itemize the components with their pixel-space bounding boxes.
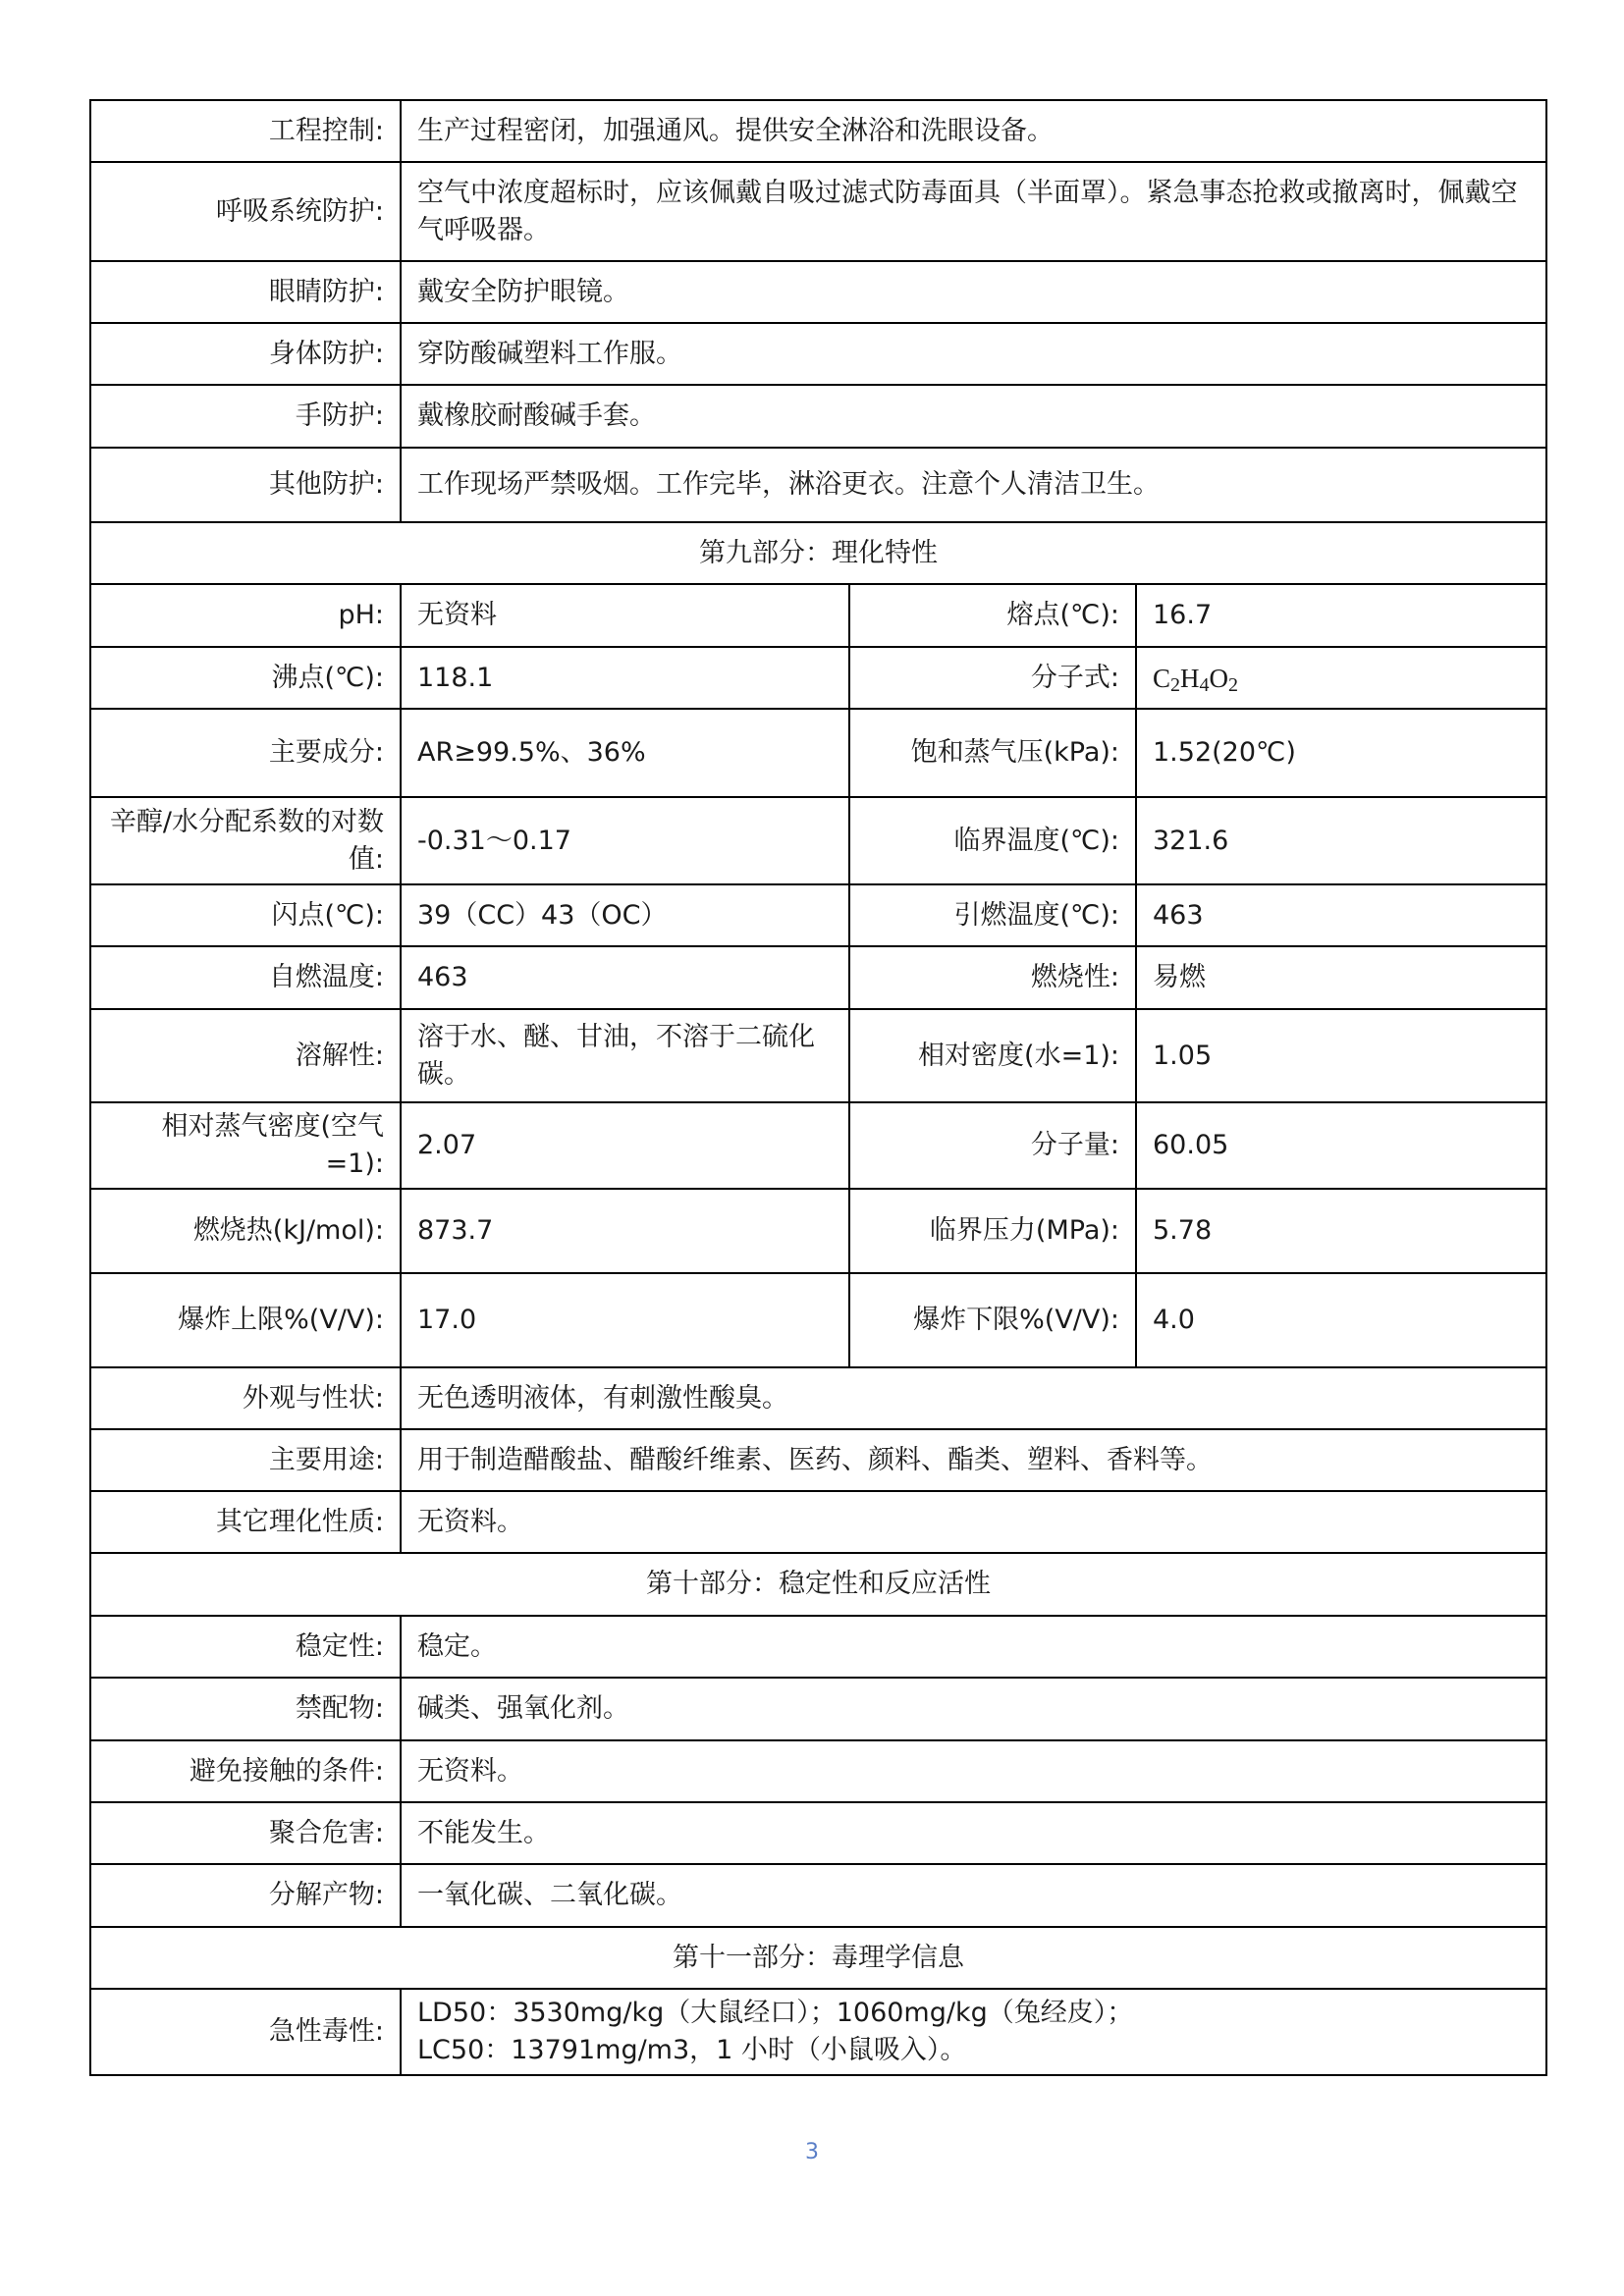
field-value: 39（CC）43（OC） [401, 884, 849, 946]
acute-toxicity-value [401, 1989, 1546, 2075]
formula-o-count: 2 [1228, 673, 1239, 696]
field-label: 眼睛防护: [90, 261, 401, 323]
field-label: 闪点(℃): [90, 884, 401, 946]
field-value: 戴橡胶耐酸碱手套。 [401, 385, 1546, 448]
acute-toxicity-lc50: LC50：13791mg/m3，1 小时（小鼠吸入）。 [417, 2035, 967, 2065]
formula-c: C [1153, 663, 1171, 693]
field-value: 无色透明液体，有刺激性酸臭。 [401, 1367, 1546, 1429]
table-row [90, 797, 1546, 884]
section-10-title: 第十部分：稳定性和反应活性 [90, 1553, 1546, 1616]
field-label: 辛醇/水分配系数的对数值: [90, 797, 401, 884]
field-label: 禁配物: [90, 1678, 401, 1740]
table-row [90, 1989, 1546, 2075]
field-label: 聚合危害: [90, 1802, 401, 1864]
table-row [90, 1864, 1546, 1927]
section-heading-row [90, 1927, 1546, 1989]
table-row [90, 100, 1546, 162]
acute-toxicity-ld50: LD50：3530mg/kg（大鼠经口）；1060mg/kg（兔经皮）； [417, 1998, 1134, 2028]
field-value: -0.31～0.17 [401, 797, 849, 884]
field-label: 稳定性: [90, 1616, 401, 1678]
field-label: 饱和蒸气压(kPa): [849, 709, 1136, 797]
field-value: 321.6 [1136, 797, 1546, 884]
field-value: 用于制造醋酸盐、醋酸纤维素、医药、颜料、酯类、塑料、香料等。 [401, 1429, 1546, 1491]
field-value: 无资料 [401, 584, 849, 647]
field-label: 分子式: [849, 647, 1136, 709]
table-row [90, 946, 1546, 1009]
table-row [90, 323, 1546, 385]
table-row [90, 1102, 1546, 1189]
section-11-title: 第十一部分：毒理学信息 [90, 1927, 1546, 1989]
field-value: 易燃 [1136, 946, 1546, 1009]
field-label: 爆炸上限%(V/V): [90, 1273, 401, 1367]
field-label: 熔点(℃): [849, 584, 1136, 647]
molecular-formula [1136, 647, 1546, 709]
table-row [90, 1009, 1546, 1102]
field-value: 60.05 [1136, 1102, 1546, 1189]
field-label: 其它理化性质: [90, 1491, 401, 1553]
field-value: 不能发生。 [401, 1802, 1546, 1864]
table-row [90, 1616, 1546, 1678]
field-value: 空气中浓度超标时，应该佩戴自吸过滤式防毒面具（半面罩）。紧急事态抢救或撤离时，佩戴空气呼吸器。 [401, 162, 1546, 261]
field-label: 主要用途: [90, 1429, 401, 1491]
field-label: 自燃温度: [90, 946, 401, 1009]
section-heading-row [90, 522, 1546, 584]
field-label: 沸点(℃): [90, 647, 401, 709]
field-value: 2.07 [401, 1102, 849, 1189]
field-value: 463 [1136, 884, 1546, 946]
formula-o: O [1209, 663, 1229, 693]
formula-h-count: 4 [1199, 673, 1210, 696]
page-number: 3 [805, 2140, 819, 2164]
field-value: 穿防酸碱塑料工作服。 [401, 323, 1546, 385]
field-value: 无资料。 [401, 1740, 1546, 1802]
field-label: 外观与性状: [90, 1367, 401, 1429]
field-value: 溶于水、醚、甘油，不溶于二硫化碳。 [401, 1009, 849, 1102]
table-row [90, 709, 1546, 797]
field-label: 工程控制: [90, 100, 401, 162]
field-label: 分解产物: [90, 1864, 401, 1927]
field-label: 爆炸下限%(V/V): [849, 1273, 1136, 1367]
field-label: pH: [90, 584, 401, 647]
table-row [90, 448, 1546, 522]
field-label: 溶解性: [90, 1009, 401, 1102]
field-label: 临界压力(MPa): [849, 1189, 1136, 1273]
field-label: 燃烧性: [849, 946, 1136, 1009]
field-value: 118.1 [401, 647, 849, 709]
table-row [90, 1802, 1546, 1864]
field-value: 稳定。 [401, 1616, 1546, 1678]
field-value: 戴安全防护眼镜。 [401, 261, 1546, 323]
field-value: 碱类、强氧化剂。 [401, 1678, 1546, 1740]
field-value: 无资料。 [401, 1491, 1546, 1553]
table-row [90, 261, 1546, 323]
field-label: 引燃温度(℃): [849, 884, 1136, 946]
sds-table [89, 99, 1547, 2076]
field-label: 分子量: [849, 1102, 1136, 1189]
field-value: 1.52(20℃) [1136, 709, 1546, 797]
formula-c-count: 2 [1170, 673, 1181, 696]
field-label: 相对密度(水=1): [849, 1009, 1136, 1102]
field-label: 手防护: [90, 385, 401, 448]
field-value: 17.0 [401, 1273, 849, 1367]
table-row [90, 1740, 1546, 1802]
field-value: 16.7 [1136, 584, 1546, 647]
table-row [90, 162, 1546, 261]
table-row [90, 1273, 1546, 1367]
field-value: 5.78 [1136, 1189, 1546, 1273]
field-value: 463 [401, 946, 849, 1009]
field-label: 呼吸系统防护: [90, 162, 401, 261]
table-row [90, 1189, 1546, 1273]
field-label: 相对蒸气密度(空气=1): [90, 1102, 401, 1189]
section-9-title: 第九部分：理化特性 [90, 522, 1546, 584]
field-label: 身体防护: [90, 323, 401, 385]
field-label: 避免接触的条件: [90, 1740, 401, 1802]
field-label: 急性毒性: [90, 1989, 401, 2075]
section-heading-row [90, 1553, 1546, 1616]
field-value: 873.7 [401, 1189, 849, 1273]
table-row [90, 647, 1546, 709]
field-value: 4.0 [1136, 1273, 1546, 1367]
table-row [90, 1491, 1546, 1553]
field-value: 一氧化碳、二氧化碳。 [401, 1864, 1546, 1927]
table-row [90, 385, 1546, 448]
table-row [90, 1429, 1546, 1491]
field-value: 工作现场严禁吸烟。工作完毕，淋浴更衣。注意个人清洁卫生。 [401, 448, 1546, 522]
table-row [90, 884, 1546, 946]
field-label: 主要成分: [90, 709, 401, 797]
table-row [90, 584, 1546, 647]
formula-h: H [1180, 663, 1200, 693]
field-value: AR≥99.5%、36% [401, 709, 849, 797]
field-label: 其他防护: [90, 448, 401, 522]
table-row [90, 1678, 1546, 1740]
field-label: 临界温度(℃): [849, 797, 1136, 884]
field-value: 1.05 [1136, 1009, 1546, 1102]
field-label: 燃烧热(kJ/mol): [90, 1189, 401, 1273]
table-row [90, 1367, 1546, 1429]
field-value: 生产过程密闭，加强通风。提供安全淋浴和洗眼设备。 [401, 100, 1546, 162]
